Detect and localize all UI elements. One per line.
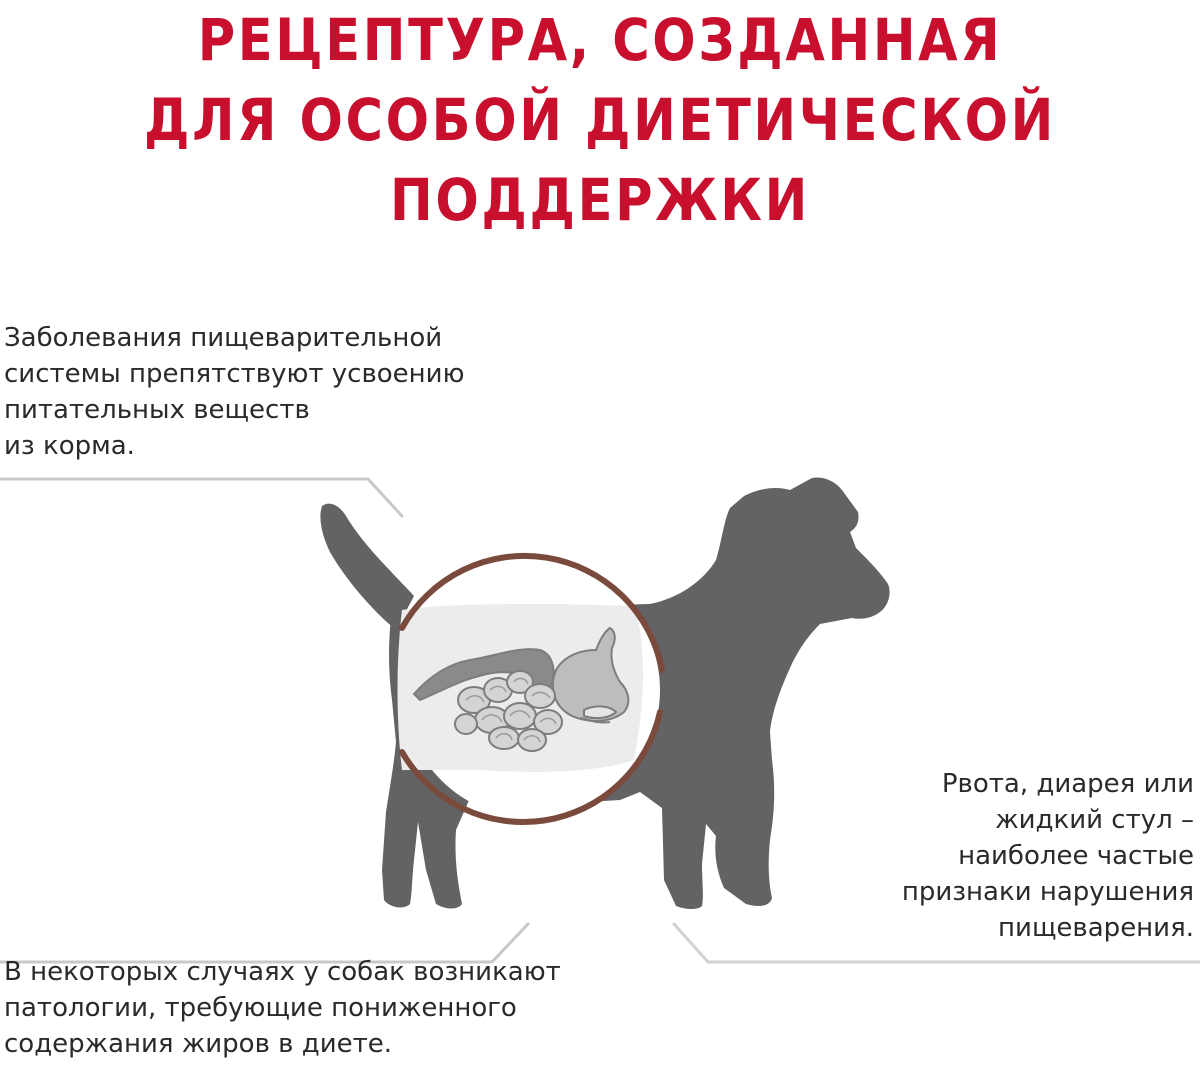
note-line: содержания жиров в диете. xyxy=(4,1029,393,1059)
note-symptoms xyxy=(902,766,1194,946)
note-line: патологии, требующие пониженного xyxy=(4,993,517,1023)
note-line: жидкий стул – xyxy=(995,805,1194,835)
note-line: признаки нарушения xyxy=(901,877,1194,907)
headline-line-1: РЕЦЕПТУРА, СОЗДАННАЯ xyxy=(197,6,1003,74)
note-line: системы препятствуют усвоению xyxy=(4,359,465,389)
note-line: наиболее частые xyxy=(958,841,1194,871)
note-line: пищеварения. xyxy=(998,913,1194,943)
note-line: Заболевания пищеварительной xyxy=(4,323,443,353)
note-line: питательных веществ xyxy=(4,395,310,425)
note-nutrient-absorption xyxy=(4,320,464,464)
note-line: Рвота, диарея или xyxy=(941,769,1194,799)
note-line: из корма. xyxy=(4,431,135,461)
note-line: В некоторых случаях у собак возникают xyxy=(4,957,561,987)
note-low-fat-diet xyxy=(4,954,561,1062)
headline-line-3: ПОДДЕРЖКИ xyxy=(390,166,810,234)
headline-line-2: ДЛЯ ОСОБОЙ ДИЕТИЧЕСКОЙ xyxy=(144,86,1056,154)
